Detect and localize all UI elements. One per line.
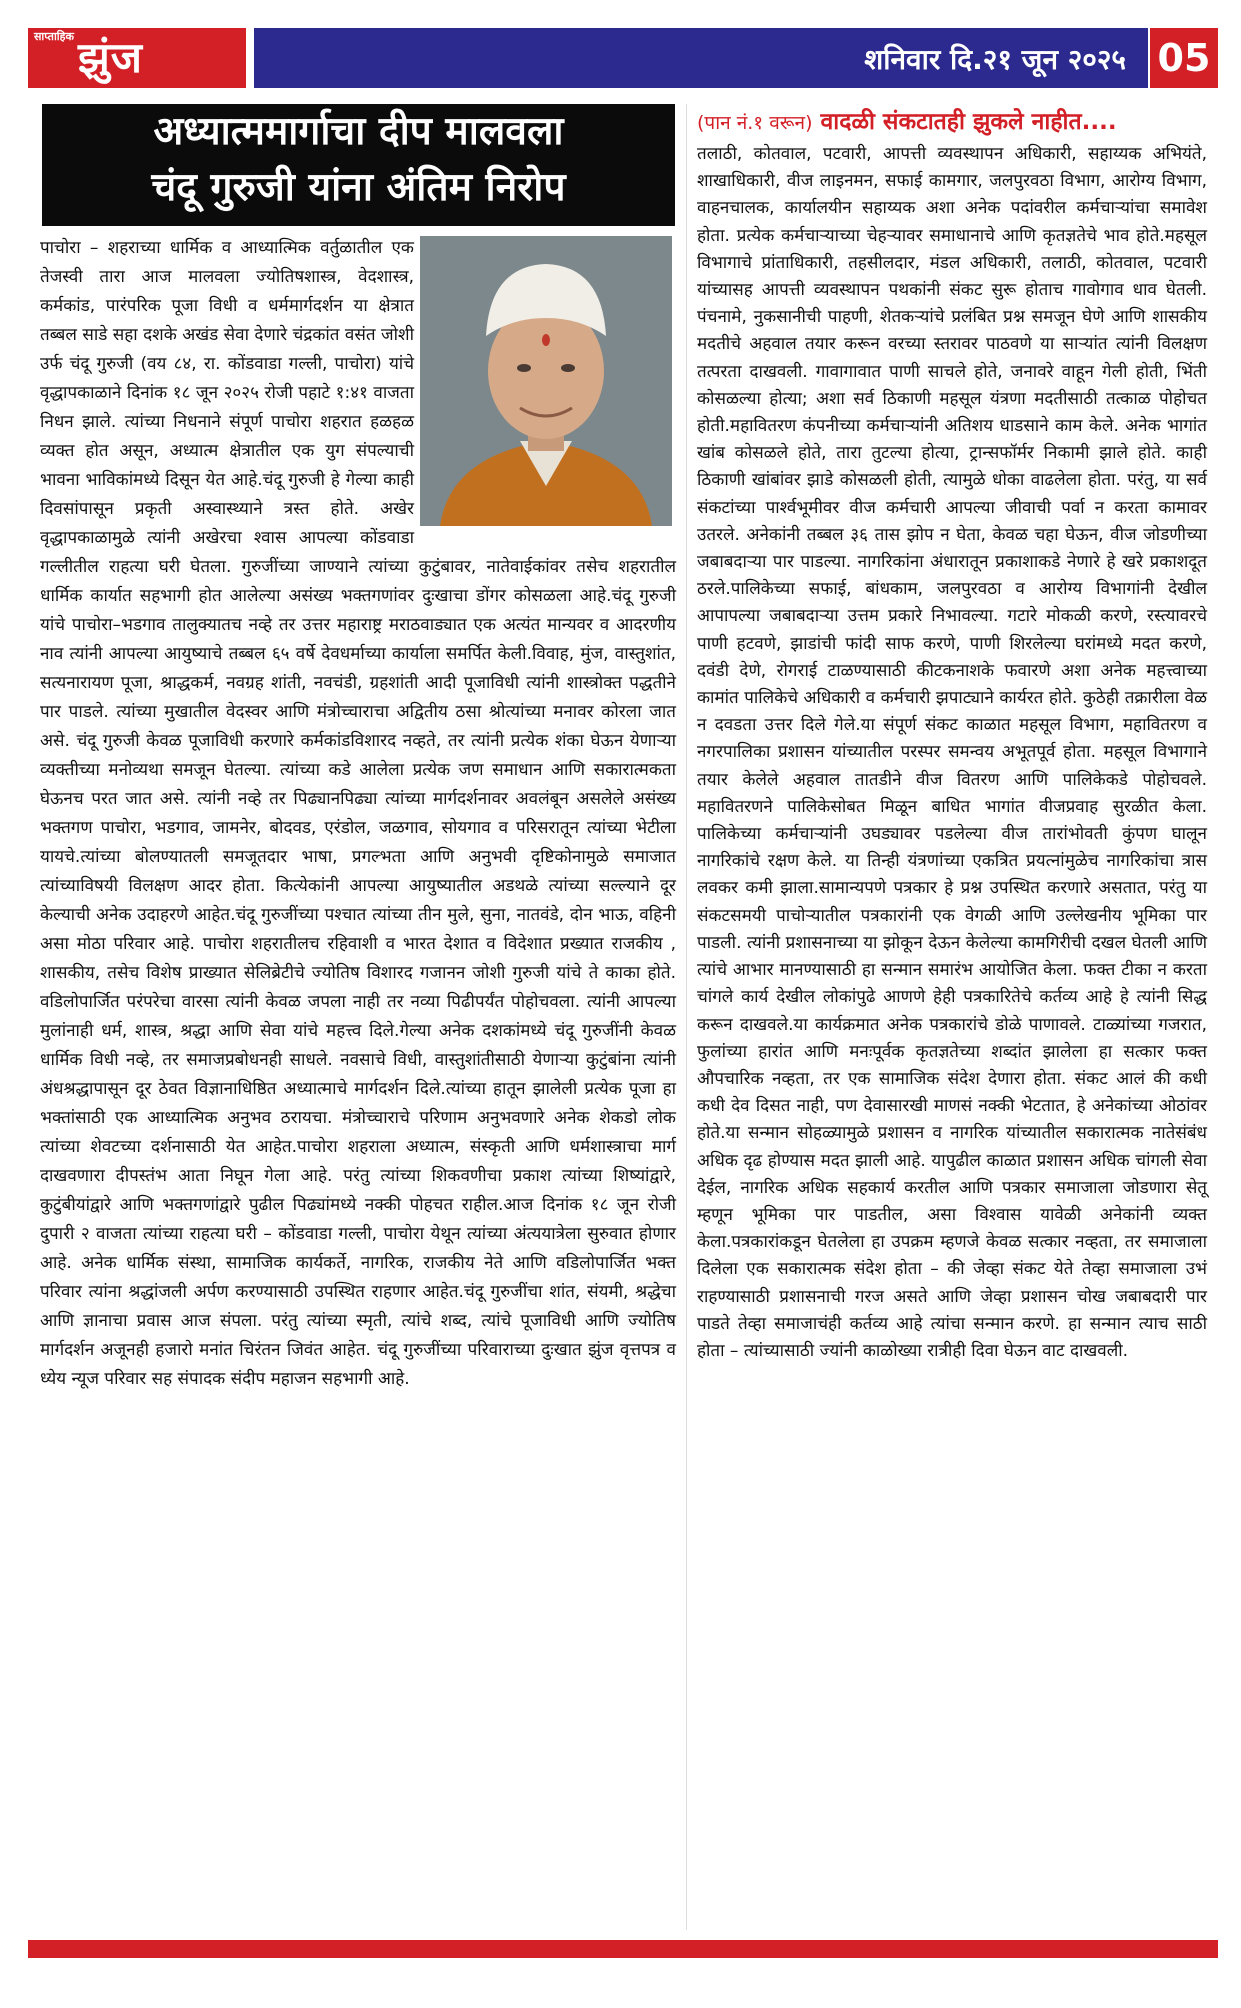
column-divider — [686, 104, 687, 1930]
date-bar — [254, 28, 1148, 88]
newspaper-logo — [28, 28, 246, 88]
left-article — [40, 234, 676, 1394]
right-article-title: वादळी संकटातही झुकले नाहीत.... — [820, 109, 1117, 135]
headline-line-1: अध्यात्ममार्गाचा दीप मालवला — [153, 109, 564, 154]
headline-line-2: चंदू गुरुजी यांना अंतिम निरोप — [151, 165, 566, 210]
photo-space — [414, 234, 676, 534]
right-article — [697, 141, 1207, 1365]
logo-title: झुंज — [78, 33, 143, 82]
left-article-headline — [42, 104, 675, 226]
right-article-heading — [697, 102, 1207, 142]
continuation-reference: (पान नं.१ वरून) — [697, 112, 813, 134]
left-article-body: पाचोरा – शहराच्या धार्मिक व आध्यात्मिक वर्तुळातील एक तेजस्वी तारा आज मालवला ज्योतिषशास्त्र, वेदशास्त्र, कर्मकांड, पारंपरिक पूजा विधी व धर्ममार्गदर्शन या क्षेत्रात तब्बल साडे सहा दशके अखंड सेवा देणारे चंद्रकांत वसंत जोशी उर्फ चंदू गुरुजी (वय ८४, रा. कोंडवाडा गल्ली, पाचोरा) यांचे वृद्धापकाळाने दिनांक १८ जून २०२५ रोजी पहाटे १:४१ वाजता निधन झाले. त्यांच्या निधनाने संपूर्ण पाचोरा शहरात हळहळ व्यक्त होत असून, अध्यात्म क्षेत्रातील एक युग संपल्याची भावना भाविकांमध्ये दिसून येत आहे.चंदू गुरुजी हे गेल्या काही दिवसांपासून प्रकृती अस्वास्थ्याने त्रस्त होते. अखेर वृद्धापकाळामुळे त्यांनी अखेरचा श्वास आपल्या कोंडवाडा गल्लीतील राहत्या घरी घेतला. गुरुजींच्या जाण्याने त्यांच्या कुटुंबावर, नातेवाईकांवर तसेच शहरातील धार्मिक कार्यात सहभागी होत आलेल्या असंख्य भक्तगणांवर दुःखाचा डोंगर कोसळला आहे.चंदू गुरुजी यांचे पाचोरा–भडगाव तालुक्यातच नव्हे तर उत्तर महाराष्ट्र मराठवाड्यात एक अत्यंत मान्यवर व आदरणीय नाव त्यांनी आपल्या आयुष्याचे तब्बल ६५ वर्षे देवधर्माच्या कार्याला समर्पित केली.विवाह, मुंज, वास्तुशांत, सत्यनारायण पूजा, श्राद्धकर्म, नवग्रह शांती, नवचंडी, ग्रहशांती आदी पूजाविधी त्यांनी शास्त्रोक्त पद्धतीने पार पाडले. त्यांच्या मुखातील वेदस्वर आणि मंत्रोच्चाराचा अद्वितीय ठसा श्रोत्यांच्या मनावर कोरला जात असे. चंदू गुरुजी केवळ पूजाविधी करणारे कर्मकांडविशारद नव्हते, तर त्यांनी प्रत्येक शंका घेऊन येणाऱ्या व्यक्तीच्या मनोव्यथा समजून घेतल्या. त्यांच्या कडे आलेला प्रत्येक जण समाधान आणि सकारात्मकता घेऊनच परत जात असे. त्यांनी नव्हे तर पिढ्यानपिढ्या त्यांच्या मार्गदर्शनावर अवलंबून असलेले असंख्य भक्तगण पाचोरा, भडगाव, जामनेर, बोदवड, एरंडोल, जळगाव, सोयगाव व परिसरातून त्यांच्या भेटीला यायचे.त्यांच्या बोलण्यातली समजूतदार भाषा, प्रगल्भता आणि अनुभवी दृष्टिकोनामुळे समाजात त्यांच्याविषयी विलक्षण आदर होता. कित्येकांनी आपल्या आयुष्यातील अडथळे त्यांच्या सल्ल्याने दूर केल्याची अनेक उदाहरणे आहेत.चंदू गुरुजींच्या पश्चात त्यांच्या तीन मुले, सुना, नातवंडे, दोन भाऊ, वहिनी असा मोठा परिवार आहे. पाचोरा शहरातीलच रहिवाशी व भारत देशात व विदेशात प्रख्यात राजकीय , शासकीय, तसेच विशेष प्राख्यात सेलिब्रेटीचे ज्योतिष विशारद गजानन जोशी गुरुजी यांचे ते काका होते. वडिलोपार्जित परंपरेचा वारसा त्यांनी केवळ जपला नाही तर नव्या पिढीपर्यंत पोहोचवला. त्यांनी आपल्या मुलांनाही धर्म, शास्त्र, श्रद्धा आणि सेवा यांचे महत्त्व दिले.गेल्या अनेक दशकांमध्ये चंदू गुरुजींनी केवळ धार्मिक विधी नव्हे, तर समाजप्रबोधनही साधले. नवसाचे विधी, वास्तुशांतीसाठी येणाऱ्या कुटुंबांना त्यांनी अंधश्रद्धापासून दूर ठेवत विज्ञानाधिष्ठित अध्यात्माचे मार्गदर्शन दिले.त्यांच्या हातून झालेली प्रत्येक पूजा हा भक्तांसाठी एक आध्यात्मिक अनुभव ठरायचा. मंत्रोच्चाराचे परिणाम अनुभवणारे अनेक शेकडो लोक त्यांच्या शेवटच्या दर्शनासाठी येत आहेत.पाचोरा शहराला अध्यात्म, संस्कृती आणि धर्मशास्त्राचा मार्ग दाखवणारा दीपस्तंभ आता निघून गेला आहे. परंतु त्यांच्या शिकवणीचा प्रकाश त्यांच्या शिष्यांद्वारे, कुटुंबीयांद्वारे आणि भक्तगणांद्वारे पुढील पिढ्यांमध्ये नक्की पोहचत राहील.आज दिनांक १८ जून रोजी दुपारी २ वाजता त्यांच्या राहत्या घरी – कोंडवाडा गल्ली, पाचोरा येथून त्यांच्या अंत्ययात्रेला सुरुवात होणार आहे. अनेक धार्मिक संस्था, सामाजिक कार्यकर्ते, नागरिक, राजकीय नेते आणि वडिलोपार्जित भक्त परिवार त्यांना श्रद्धांजली अर्पण करण्यासाठी उपस्थित राहणार आहेत.चंदू गुरुजींचा शांत, संयमी, श्रद्धेचा आणि ज्ञानाचा प्रवास आज संपला. परंतु त्यांच्या स्मृती, त्यांचे शब्द, त्यांचे पूजाविधी आणि ज्योतिष मार्गदर्शन अजूनही हजारो मनांत चिरंतन जिवंत आहेत. चंदू गुरुजींच्या परिवाराच्या दुःखात झुंज वृत्तपत्र व ध्येय न्यूज परिवार सह संपादक संदीप महाजन सहभागी आहे. — [40, 238, 676, 1389]
right-article-body: तलाठी, कोतवाल, पटवारी, आपत्ती व्यवस्थापन अधिकारी, सहाय्यक अभियंते, शाखाधिकारी, वीज लाइनमन, सफाई कामगार, जलपुरवठा विभाग, आरोग्य विभाग, वाहनचालक, कार्यालयीन सहाय्यक अशा अनेक पदांवरील कर्मचाऱ्यांचा समावेश होता. प्रत्येक कर्मचाऱ्याच्या चेहऱ्यावर समाधानाचे आणि कृतज्ञतेचे भाव होते.महसूल विभागाचे प्रांताधिकारी, तहसीलदार, मंडल अधिकारी, तलाठी, कोतवाल, पटवारी यांच्यासह आपत्ती व्यवस्थापन पथकांनी संकट सुरू होताच गावोगाव धाव घेतली. पंचनामे, नुकसानीची पाहणी, शेतकऱ्यांचे प्रलंबित प्रश्न समजून घेणे आणि शासकीय मदतीचे अहवाल तयार करून वरच्या स्तरावर पाठवणे या साऱ्यांत त्यांनी विलक्षण तत्परता दाखवली. गावागावात पाणी साचले होते, जनावरे वाहून गेली होती, भिंती कोसळल्या होत्या; अशा सर्व ठिकाणी महसूल यंत्रणा मदतीसाठी तत्काळ पोहोचत होती.महावितरण कंपनीच्या कर्मचाऱ्यांनी अतिशय धाडसाने काम केले. अनेक भागांत खांब कोसळले होते, तारा तुटल्या होत्या, ट्रान्सफॉर्मर निकामी झाले होते. काही ठिकाणी खांबांवर झाडे कोसळली होती, त्यामुळे धोका वाढलेला होता. परंतु, या सर्व संकटांच्या पार्श्वभूमीवर वीज कर्मचारी आपल्या जीवाची पर्वा न करता कामावर उतरले. अनेकांनी तब्बल ३६ तास झोप न घेता, केवळ चहा घेऊन, वीज जोडणीच्या जबाबदाऱ्या पार पाडल्या. नागरिकांना अंधारातून प्रकाशाकडे नेणारे हे खरे प्रकाशदूत ठरले.पालिकेच्या सफाई, बांधकाम, जलपुरवठा व आरोग्य विभागांनी देखील आपापल्या जबाबदाऱ्या उत्तम प्रकारे निभावल्या. गटारे मोकळी करणे, रस्त्यावरचे पाणी हटवणे, झाडांची फांदी साफ करणे, पाणी शिरलेल्या घरांमध्ये मदत करणे, दवंडी देणे, रोगराई टाळण्यासाठी कीटकनाशके फवारणे अशा अनेक महत्त्वाच्या कामांत पालिकेचे अधिकारी व कर्मचारी झपाट्याने कार्यरत होते. कुठेही तक्रारीला वेळ न दवडता उत्तर दिले गेले.या संपूर्ण संकट काळात महसूल विभाग, महावितरण व नगरपालिका प्रशासन यांच्यातील परस्पर समन्वय अभूतपूर्व होता. महसूल विभागाने तयार केलेले अहवाल तातडीने वीज वितरण आणि पालिकेकडे पोहोचवले. महावितरणने पालिकेसोबत मिळून बाधित भागांत वीजप्रवाह सुरळीत केला. पालिकेच्या कर्मचाऱ्यांनी उघड्यावर पडलेल्या वीज तारांभोवती कुंपण घालून नागरिकांचे रक्षण केले. या तिन्ही यंत्रणांच्या एकत्रित प्रयत्नांमुळेच नागरिकांचा त्रास लवकर कमी झाला.सामान्यपणे पत्रकार हे प्रश्न उपस्थित करणारे असतात, परंतु या संकटसमयी पाचोऱ्यातील पत्रकारांनी एक वेगळी आणि उल्लेखनीय भूमिका पार पाडली. त्यांनी प्रशासनाच्या या झोकून देऊन केलेल्या कामगिरीची दखल घेतली आणि त्यांचे आभार मानण्यासाठी हा सन्मान समारंभ आयोजित केला. फक्त टीका न करता चांगले कार्य देखील लोकांपुढे आणणे हेही पत्रकारितेचे कर्तव्य आहे हे त्यांनी सिद्ध करून दाखवले.या कार्यक्रमात अनेक पत्रकारांचे डोळे पाणावले. टाळ्यांच्या गजरात, फुलांच्या हारांत आणि मनःपूर्वक कृतज्ञतेच्या शब्दांत झालेला हा सत्कार फक्त औपचारिक नव्हता, तर एक सामाजिक संदेश देणारा होता. संकट आलं की कधी कधी देव दिसत नाही, पण देवासारखी माणसं नक्की भेटतात, हे अनेकांच्या ओठांवर होते.या सन्मान सोहळ्यामुळे प्रशासन व नागरिक यांच्यातील सकारात्मक नातेसंबंध अधिक दृढ होण्यास मदत झाली आहे. यापुढील काळात प्रशासन अधिक चांगली सेवा देईल, नागरिक अधिक सहकार्य करतील आणि पत्रकार समाजाला जोडणारा सेतू म्हणून भूमिका पार पाडतील, असा विश्वास यावेळी अनेकांनी व्यक्त केला.पत्रकारांकडून घेतलेला हा उपक्रम म्हणजे केवळ सत्कार नव्हता, तर समाजाला दिलेला एक सकारात्मक संदेश होता – की जेव्हा संकट येते तेव्हा समाजाला उभं राहण्यासाठी प्रशासनाची गरज असते आणि जेव्हा प्रशासन चोख जबाबदारी पार पाडते तेव्हा समाजाचंही कर्तव्य आहे त्यांचा सन्मान करणे. हा सन्मान त्याच साठी होता – त्यांच्यासाठी ज्यांनी काळोख्या रात्रीही दिवा घेऊन वाट दाखवली. — [697, 144, 1207, 1361]
page-number: 05 — [1150, 28, 1218, 88]
issue-date: शनिवार दि.२१ जून २०२५ — [864, 43, 1126, 76]
logo-tagline: साप्ताहिक — [34, 30, 74, 43]
footer-bar — [28, 1940, 1218, 1958]
masthead — [28, 28, 1218, 88]
